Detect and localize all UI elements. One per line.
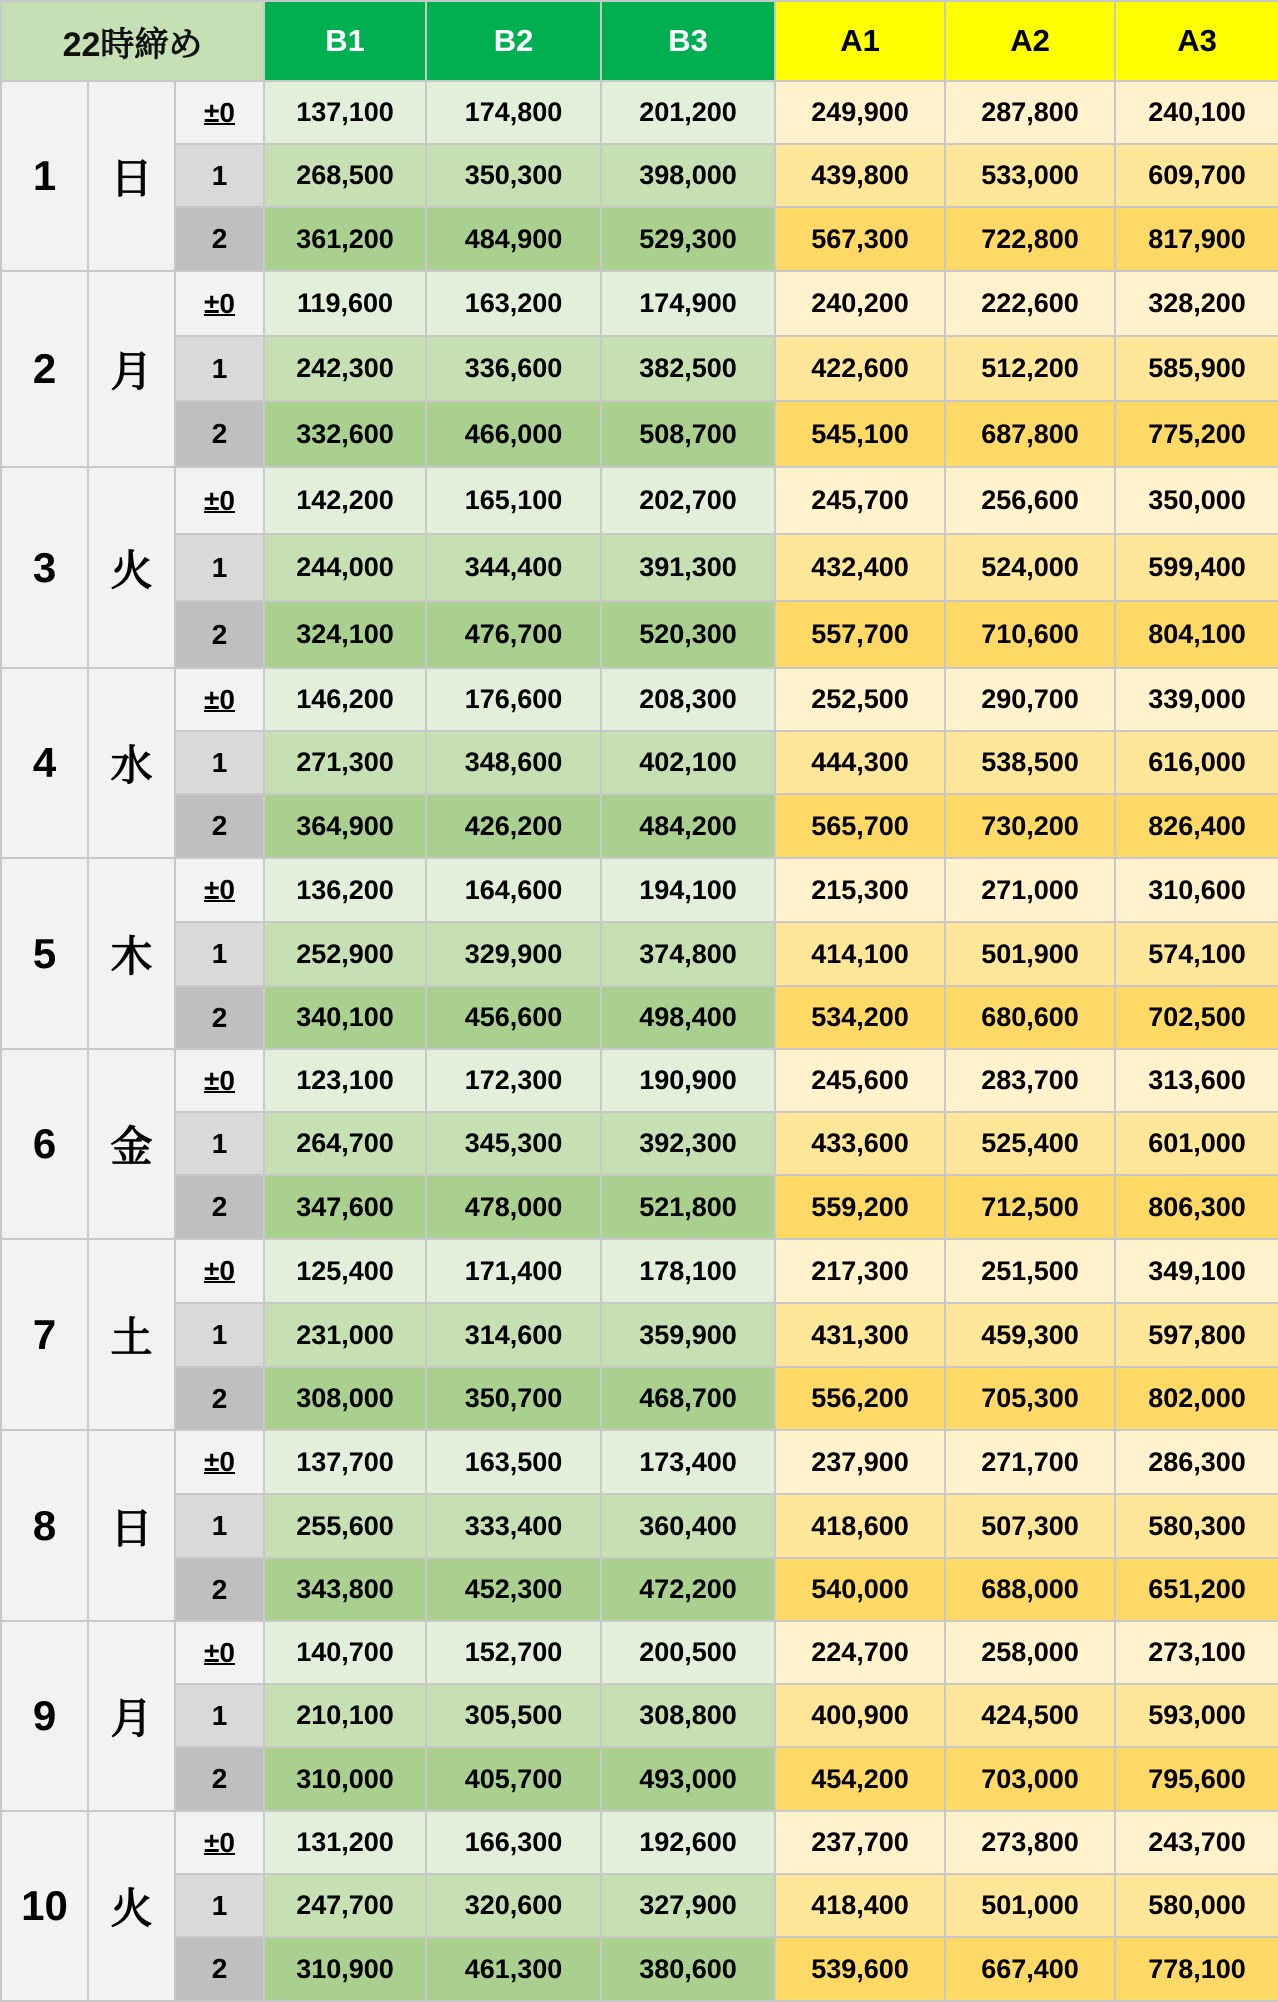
table-row xyxy=(1,1684,1278,1747)
price-cell: 452,300 xyxy=(426,1558,601,1621)
price-cell: 320,600 xyxy=(426,1874,601,1937)
table-row xyxy=(1,858,1278,922)
price-cell: 651,200 xyxy=(1115,1558,1278,1621)
price-cell: 493,000 xyxy=(601,1747,775,1811)
level-label-text: 1 xyxy=(211,1699,228,1731)
price-cell: 255,600 xyxy=(264,1494,426,1558)
price-cell: 567,300 xyxy=(775,207,945,271)
level-label xyxy=(175,1937,264,2001)
price-cell: 344,400 xyxy=(426,534,601,601)
price-cell: 119,600 xyxy=(264,271,426,336)
price-cell: 609,700 xyxy=(1115,144,1278,207)
price-cell: 268,500 xyxy=(264,144,426,207)
level-label xyxy=(175,81,264,144)
table-row xyxy=(1,144,1278,207)
table-row xyxy=(1,1175,1278,1239)
price-cell: 508,700 xyxy=(601,401,775,467)
day-number: 8 xyxy=(1,1430,88,1621)
level-label xyxy=(175,1558,264,1621)
price-cell: 775,200 xyxy=(1115,401,1278,467)
table-row xyxy=(1,1747,1278,1811)
price-cell: 237,900 xyxy=(775,1430,945,1494)
price-cell: 710,600 xyxy=(945,601,1115,668)
price-cell: 545,100 xyxy=(775,401,945,467)
table-row xyxy=(1,207,1278,271)
price-cell: 140,700 xyxy=(264,1621,426,1684)
level-label xyxy=(175,336,264,401)
price-cell: 249,900 xyxy=(775,81,945,144)
price-cell: 340,100 xyxy=(264,986,426,1049)
price-cell: 574,100 xyxy=(1115,922,1278,986)
table-row xyxy=(1,1367,1278,1430)
price-cell: 501,900 xyxy=(945,922,1115,986)
price-cell: 802,000 xyxy=(1115,1367,1278,1430)
price-cell: 712,500 xyxy=(945,1175,1115,1239)
table-row xyxy=(1,336,1278,401)
price-cell: 597,800 xyxy=(1115,1303,1278,1367)
level-label xyxy=(175,601,264,668)
table-row xyxy=(1,1430,1278,1494)
table-row xyxy=(1,601,1278,668)
price-cell: 804,100 xyxy=(1115,601,1278,668)
price-cell: 778,100 xyxy=(1115,1937,1278,2001)
price-cell: 237,700 xyxy=(775,1811,945,1874)
level-label xyxy=(175,794,264,858)
price-cell: 359,900 xyxy=(601,1303,775,1367)
level-label xyxy=(175,1049,264,1112)
price-cell: 252,500 xyxy=(775,668,945,731)
price-cell: 163,500 xyxy=(426,1430,601,1494)
price-cell: 201,200 xyxy=(601,81,775,144)
price-cell: 310,000 xyxy=(264,1747,426,1811)
level-label xyxy=(175,1112,264,1175)
day-number: 6 xyxy=(1,1049,88,1239)
price-cell: 252,900 xyxy=(264,922,426,986)
price-cell: 484,900 xyxy=(426,207,601,271)
price-cell: 164,600 xyxy=(426,858,601,922)
price-cell: 705,300 xyxy=(945,1367,1115,1430)
price-cell: 398,000 xyxy=(601,144,775,207)
price-cell: 251,500 xyxy=(945,1239,1115,1303)
price-cell: 271,000 xyxy=(945,858,1115,922)
level-label xyxy=(175,271,264,336)
price-cell: 557,700 xyxy=(775,601,945,668)
level-label xyxy=(175,144,264,207)
price-cell: 194,100 xyxy=(601,858,775,922)
price-cell: 426,200 xyxy=(426,794,601,858)
table-row xyxy=(1,1874,1278,1937)
price-cell: 361,200 xyxy=(264,207,426,271)
price-cell: 348,600 xyxy=(426,731,601,794)
price-cell: 433,600 xyxy=(775,1112,945,1175)
level-label-text: 2 xyxy=(211,1001,228,1033)
column-header-a3: A3 xyxy=(1115,1,1278,81)
price-cell: 529,300 xyxy=(601,207,775,271)
level-label xyxy=(175,1175,264,1239)
price-cell: 208,300 xyxy=(601,668,775,731)
level-label-text: 1 xyxy=(211,938,228,969)
price-cell: 273,100 xyxy=(1115,1621,1278,1684)
level-label xyxy=(175,534,264,601)
price-cell: 439,800 xyxy=(775,144,945,207)
price-cell: 264,700 xyxy=(264,1112,426,1175)
price-cell: 125,400 xyxy=(264,1239,426,1303)
price-cell: 210,100 xyxy=(264,1684,426,1747)
price-cell: 173,400 xyxy=(601,1430,775,1494)
price-cell: 466,000 xyxy=(426,401,601,467)
price-cell: 703,000 xyxy=(945,1747,1115,1811)
price-cell: 333,400 xyxy=(426,1494,601,1558)
price-cell: 556,200 xyxy=(775,1367,945,1430)
day-number: 7 xyxy=(1,1239,88,1430)
level-label-text: ±0 xyxy=(204,1446,235,1477)
price-cell: 431,300 xyxy=(775,1303,945,1367)
level-label xyxy=(175,731,264,794)
price-cell: 310,600 xyxy=(1115,858,1278,922)
price-cell: 215,300 xyxy=(775,858,945,922)
level-label-text: 2 xyxy=(211,1763,228,1794)
price-cell: 533,000 xyxy=(945,144,1115,207)
price-cell: 599,400 xyxy=(1115,534,1278,601)
day-of-week: 水 xyxy=(88,668,175,858)
price-cell: 190,900 xyxy=(601,1049,775,1112)
price-cell: 432,400 xyxy=(775,534,945,601)
price-cell: 240,100 xyxy=(1115,81,1278,144)
price-cell: 456,600 xyxy=(426,986,601,1049)
price-cell: 136,200 xyxy=(264,858,426,922)
price-cell: 152,700 xyxy=(426,1621,601,1684)
price-cell: 273,800 xyxy=(945,1811,1115,1874)
price-cell: 243,700 xyxy=(1115,1811,1278,1874)
price-cell: 240,200 xyxy=(775,271,945,336)
price-cell: 287,800 xyxy=(945,81,1115,144)
day-number: 9 xyxy=(1,1621,88,1811)
level-label-text: ±0 xyxy=(204,874,235,905)
level-label-text: 2 xyxy=(211,418,228,449)
price-cell: 172,300 xyxy=(426,1049,601,1112)
level-label-text: ±0 xyxy=(204,96,235,128)
price-cell: 137,700 xyxy=(264,1430,426,1494)
price-cell: 702,500 xyxy=(1115,986,1278,1049)
table-row xyxy=(1,534,1278,601)
level-label-text: 1 xyxy=(211,1319,228,1350)
price-cell: 336,600 xyxy=(426,336,601,401)
price-cell: 565,700 xyxy=(775,794,945,858)
price-cell: 559,200 xyxy=(775,1175,945,1239)
price-cell: 826,400 xyxy=(1115,794,1278,858)
price-cell: 525,400 xyxy=(945,1112,1115,1175)
price-cell: 350,700 xyxy=(426,1367,601,1430)
level-label-text: 2 xyxy=(211,1573,228,1605)
level-label-text: 2 xyxy=(211,1382,228,1414)
price-cell: 364,900 xyxy=(264,794,426,858)
price-cell: 224,700 xyxy=(775,1621,945,1684)
price-cell: 667,400 xyxy=(945,1937,1115,2001)
price-cell: 174,900 xyxy=(601,271,775,336)
level-label xyxy=(175,1684,264,1747)
price-cell: 374,800 xyxy=(601,922,775,986)
price-cell: 601,000 xyxy=(1115,1112,1278,1175)
price-cell: 231,000 xyxy=(264,1303,426,1367)
column-header-b3: B3 xyxy=(601,1,775,81)
table-row xyxy=(1,1112,1278,1175)
price-cell: 520,300 xyxy=(601,601,775,668)
price-cell: 222,600 xyxy=(945,271,1115,336)
day-of-week: 木 xyxy=(88,858,175,1049)
price-cell: 468,700 xyxy=(601,1367,775,1430)
price-cell: 171,400 xyxy=(426,1239,601,1303)
price-cell: 540,000 xyxy=(775,1558,945,1621)
price-cell: 688,000 xyxy=(945,1558,1115,1621)
price-cell: 142,200 xyxy=(264,467,426,534)
price-cell: 507,300 xyxy=(945,1494,1115,1558)
price-cell: 166,300 xyxy=(426,1811,601,1874)
price-cell: 165,100 xyxy=(426,467,601,534)
price-cell: 400,900 xyxy=(775,1684,945,1747)
price-cell: 345,300 xyxy=(426,1112,601,1175)
price-cell: 310,900 xyxy=(264,1937,426,2001)
price-cell: 245,600 xyxy=(775,1049,945,1112)
price-cell: 722,800 xyxy=(945,207,1115,271)
day-of-week: 日 xyxy=(88,81,175,271)
price-cell: 512,200 xyxy=(945,336,1115,401)
table-row xyxy=(1,1811,1278,1874)
level-label-text: 1 xyxy=(211,551,228,583)
level-label-text: 1 xyxy=(211,1510,228,1541)
table-row xyxy=(1,271,1278,336)
table-row xyxy=(1,731,1278,794)
column-header-a2: A2 xyxy=(945,1,1115,81)
level-label-text: ±0 xyxy=(204,1064,235,1096)
price-cell: 380,600 xyxy=(601,1937,775,2001)
level-label xyxy=(175,1367,264,1430)
price-cell: 146,200 xyxy=(264,668,426,731)
price-cell: 539,600 xyxy=(775,1937,945,2001)
day-of-week: 月 xyxy=(88,271,175,467)
price-cell: 472,200 xyxy=(601,1558,775,1621)
table-row xyxy=(1,1049,1278,1112)
level-label xyxy=(175,1430,264,1494)
price-cell: 687,800 xyxy=(945,401,1115,467)
table-row xyxy=(1,401,1278,467)
column-header-b1: B1 xyxy=(264,1,426,81)
level-label-text: 1 xyxy=(211,1889,228,1921)
day-of-week: 火 xyxy=(88,467,175,668)
level-label-text: 1 xyxy=(211,746,228,778)
day-of-week: 月 xyxy=(88,1621,175,1811)
table-title: 22時締め xyxy=(1,1,264,81)
level-label-text: ±0 xyxy=(204,1636,235,1668)
price-cell: 329,900 xyxy=(426,922,601,986)
price-cell: 245,700 xyxy=(775,467,945,534)
level-label xyxy=(175,467,264,534)
table-row xyxy=(1,1494,1278,1558)
level-label-text: 2 xyxy=(211,223,228,254)
day-number: 4 xyxy=(1,668,88,858)
price-cell: 360,400 xyxy=(601,1494,775,1558)
price-cell: 521,800 xyxy=(601,1175,775,1239)
level-label xyxy=(175,1303,264,1367)
price-cell: 593,000 xyxy=(1115,1684,1278,1747)
level-label-text: ±0 xyxy=(204,1255,235,1286)
price-cell: 339,000 xyxy=(1115,668,1278,731)
price-cell: 538,500 xyxy=(945,731,1115,794)
level-label xyxy=(175,1747,264,1811)
price-cell: 616,000 xyxy=(1115,731,1278,794)
price-cell: 524,000 xyxy=(945,534,1115,601)
price-cell: 580,300 xyxy=(1115,1494,1278,1558)
price-cell: 332,600 xyxy=(264,401,426,467)
price-cell: 256,600 xyxy=(945,467,1115,534)
price-cell: 305,500 xyxy=(426,1684,601,1747)
day-of-week: 土 xyxy=(88,1239,175,1430)
price-cell: 392,300 xyxy=(601,1112,775,1175)
price-cell: 418,400 xyxy=(775,1874,945,1937)
level-label-text: 2 xyxy=(211,1191,228,1222)
day-number: 10 xyxy=(1,1811,88,2001)
price-cell: 244,000 xyxy=(264,534,426,601)
day-number: 5 xyxy=(1,858,88,1049)
price-cell: 137,100 xyxy=(264,81,426,144)
price-cell: 283,700 xyxy=(945,1049,1115,1112)
level-label-text: 2 xyxy=(211,810,228,841)
price-cell: 534,200 xyxy=(775,986,945,1049)
level-label-text: 2 xyxy=(211,1953,228,1984)
price-cell: 730,200 xyxy=(945,794,1115,858)
price-cell: 459,300 xyxy=(945,1303,1115,1367)
level-label-text: ±0 xyxy=(204,683,235,715)
table-row xyxy=(1,922,1278,986)
price-cell: 501,000 xyxy=(945,1874,1115,1937)
price-cell: 402,100 xyxy=(601,731,775,794)
level-label-text: 1 xyxy=(211,352,228,384)
price-cell: 343,800 xyxy=(264,1558,426,1621)
level-label xyxy=(175,401,264,467)
price-cell: 258,000 xyxy=(945,1621,1115,1684)
price-cell: 349,100 xyxy=(1115,1239,1278,1303)
table-row xyxy=(1,1937,1278,2001)
table-row xyxy=(1,467,1278,534)
price-cell: 313,600 xyxy=(1115,1049,1278,1112)
price-cell: 308,000 xyxy=(264,1367,426,1430)
table-row xyxy=(1,794,1278,858)
price-cell: 200,500 xyxy=(601,1621,775,1684)
price-cell: 328,200 xyxy=(1115,271,1278,336)
price-cell: 271,700 xyxy=(945,1430,1115,1494)
level-label xyxy=(175,1494,264,1558)
level-label-text: 2 xyxy=(211,618,228,650)
price-cell: 163,200 xyxy=(426,271,601,336)
level-label xyxy=(175,858,264,922)
level-label xyxy=(175,1239,264,1303)
table-row xyxy=(1,986,1278,1049)
price-cell: 806,300 xyxy=(1115,1175,1278,1239)
price-cell: 382,500 xyxy=(601,336,775,401)
level-label-text: ±0 xyxy=(204,287,235,319)
level-label xyxy=(175,1811,264,1874)
price-cell: 271,300 xyxy=(264,731,426,794)
price-cell: 324,100 xyxy=(264,601,426,668)
price-cell: 817,900 xyxy=(1115,207,1278,271)
price-cell: 202,700 xyxy=(601,467,775,534)
price-cell: 580,000 xyxy=(1115,1874,1278,1937)
price-cell: 680,600 xyxy=(945,986,1115,1049)
price-cell: 476,700 xyxy=(426,601,601,668)
price-cell: 286,300 xyxy=(1115,1430,1278,1494)
price-cell: 795,600 xyxy=(1115,1747,1278,1811)
table-row xyxy=(1,1239,1278,1303)
price-cell: 308,800 xyxy=(601,1684,775,1747)
price-cell: 422,600 xyxy=(775,336,945,401)
table-row xyxy=(1,1621,1278,1684)
price-cell: 192,600 xyxy=(601,1811,775,1874)
price-cell: 174,800 xyxy=(426,81,601,144)
column-header-b2: B2 xyxy=(426,1,601,81)
price-cell: 478,000 xyxy=(426,1175,601,1239)
header-row xyxy=(1,1,1278,81)
day-number: 3 xyxy=(1,467,88,668)
day-number: 1 xyxy=(1,81,88,271)
level-label-text: 1 xyxy=(211,1127,228,1159)
level-label xyxy=(175,1621,264,1684)
price-cell: 350,000 xyxy=(1115,467,1278,534)
price-cell: 461,300 xyxy=(426,1937,601,2001)
price-cell: 347,600 xyxy=(264,1175,426,1239)
price-cell: 176,600 xyxy=(426,668,601,731)
table-row xyxy=(1,1303,1278,1367)
day-of-week: 金 xyxy=(88,1049,175,1239)
level-label-text: 1 xyxy=(211,159,228,191)
level-label-text: ±0 xyxy=(204,1826,235,1858)
price-cell: 131,200 xyxy=(264,1811,426,1874)
price-cell: 414,100 xyxy=(775,922,945,986)
table-row xyxy=(1,668,1278,731)
price-cell: 391,300 xyxy=(601,534,775,601)
table-row xyxy=(1,81,1278,144)
level-label xyxy=(175,922,264,986)
price-cell: 498,400 xyxy=(601,986,775,1049)
table-row xyxy=(1,1558,1278,1621)
table-body xyxy=(1,81,1278,2001)
price-cell: 444,300 xyxy=(775,731,945,794)
price-cell: 454,200 xyxy=(775,1747,945,1811)
day-number: 2 xyxy=(1,271,88,467)
day-of-week: 日 xyxy=(88,1430,175,1621)
price-cell: 350,300 xyxy=(426,144,601,207)
level-label xyxy=(175,986,264,1049)
price-cell: 424,500 xyxy=(945,1684,1115,1747)
price-cell: 123,100 xyxy=(264,1049,426,1112)
price-cell: 290,700 xyxy=(945,668,1115,731)
level-label-text: ±0 xyxy=(204,484,235,516)
price-cell: 418,600 xyxy=(775,1494,945,1558)
column-header-a1: A1 xyxy=(775,1,945,81)
level-label xyxy=(175,668,264,731)
level-label xyxy=(175,207,264,271)
price-cell: 327,900 xyxy=(601,1874,775,1937)
price-cell: 314,600 xyxy=(426,1303,601,1367)
price-cell: 405,700 xyxy=(426,1747,601,1811)
day-of-week: 火 xyxy=(88,1811,175,2001)
price-cell: 178,100 xyxy=(601,1239,775,1303)
price-cell: 585,900 xyxy=(1115,336,1278,401)
price-cell: 217,300 xyxy=(775,1239,945,1303)
price-cell: 247,700 xyxy=(264,1874,426,1937)
level-label xyxy=(175,1874,264,1937)
price-cell: 484,200 xyxy=(601,794,775,858)
price-cell: 242,300 xyxy=(264,336,426,401)
